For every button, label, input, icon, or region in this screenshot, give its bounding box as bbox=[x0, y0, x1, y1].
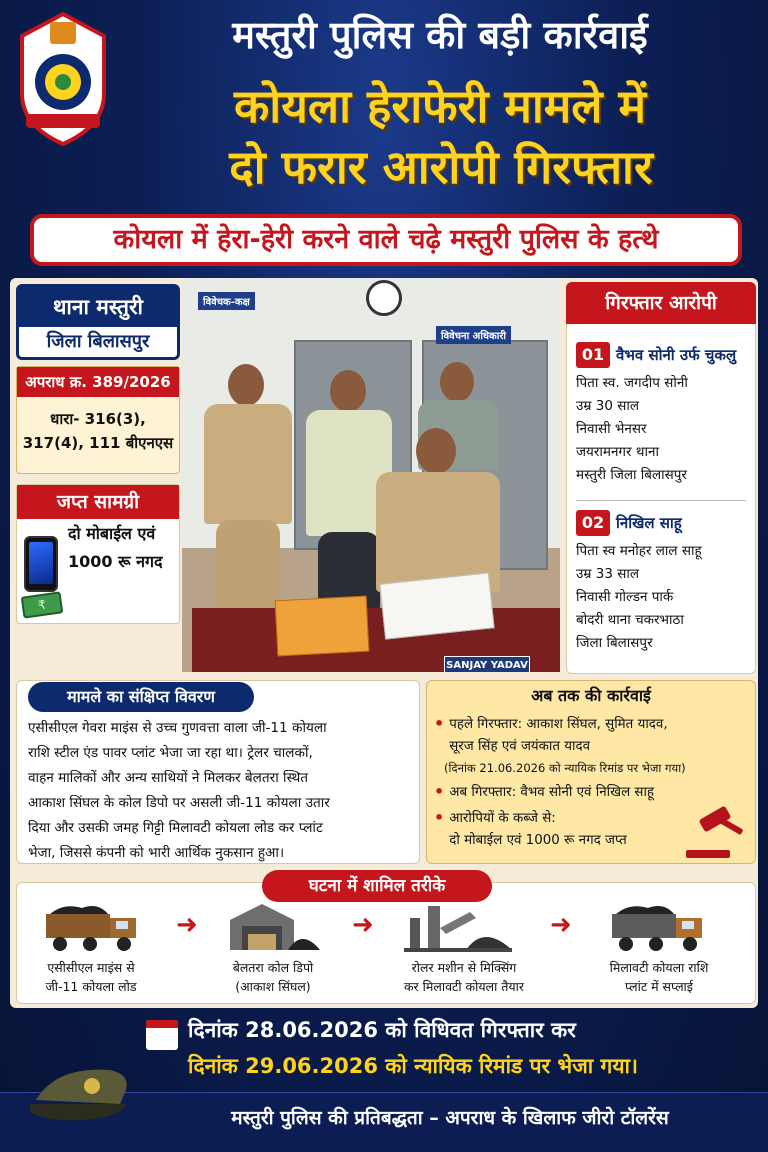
summary-line: एसीसीएल गेवरा माइंस से उच्च गुणवत्ता वाला जी-11 कोयला bbox=[28, 720, 327, 736]
case-sections bbox=[17, 397, 179, 455]
action-item-1b: सूरज सिंह एवं जयंकात यादव bbox=[449, 739, 591, 754]
officer-sign: विवेचना अधिकारी bbox=[436, 326, 511, 344]
gavel-icon bbox=[682, 806, 752, 860]
action-title: अब तक की कार्रवाई bbox=[531, 686, 651, 705]
accused-detail: मस्तुरी जिला बिलासपुर bbox=[576, 467, 687, 483]
police-station-box bbox=[16, 284, 180, 360]
summary-line: दिया और उसकी जमह गिट्टी मिलावटी कोयला लोड कर प्लांट bbox=[28, 820, 323, 836]
method-step-3 bbox=[388, 958, 540, 996]
action-item-3b: दो मोबाईल एवं 1000 रू नगद जप्त bbox=[449, 833, 627, 848]
accused-detail: निवासी गोल्डन पार्क bbox=[576, 589, 674, 605]
accused-number: 02 bbox=[576, 510, 610, 536]
coal-depot-icon bbox=[226, 898, 322, 954]
headline-1: मस्तुरी पुलिस की बड़ी कार्रवाई bbox=[232, 13, 648, 57]
footer-commitment: मस्तुरी पुलिस की प्रतिबद्धता – अपराध के खिलाफ जीरो टॉलरेंस bbox=[231, 1107, 669, 1129]
headline-3: दो फरार आरोपी गिरफ्तार bbox=[229, 140, 653, 194]
bullet-icon: • bbox=[434, 714, 445, 733]
arrested-title: गिरफ्तार आरोपी bbox=[566, 282, 756, 324]
station-name: थाना मस्तुरी bbox=[19, 287, 177, 327]
seized-line-2: 1000 रू नगद bbox=[68, 552, 163, 571]
step-line: एसीसीएल माइंस से bbox=[47, 960, 135, 975]
coal-truck-icon bbox=[42, 898, 142, 954]
action-item-2: अब गिरफ्तार: वैभव सोनी एवं निखिल साहू bbox=[449, 785, 655, 800]
step-line: मिलावटी कोयला राशि bbox=[609, 960, 709, 975]
sections-line-1: धारा- 316(3), bbox=[50, 410, 146, 428]
action-item-3a: आरोपियों के कब्जे से: bbox=[449, 811, 556, 826]
seized-line-1: दो मोबाईल एवं bbox=[68, 524, 156, 543]
action-item-1a: पहले गिरफ्तार: आकाश सिंघल, सुमित यादव, bbox=[449, 717, 668, 732]
accused-detail: जयरामनगर थाना bbox=[576, 444, 659, 460]
roller-machine-icon bbox=[400, 898, 516, 954]
step-line: रोलर मशीन से मिक्सिंग bbox=[411, 960, 517, 975]
calendar-icon bbox=[146, 1020, 178, 1050]
summary-line: भेजा, जिससे कंपनी को भारी आर्थिक नुकसान हुआ। bbox=[28, 845, 285, 861]
seized-title: जप्त सामग्री bbox=[17, 485, 179, 519]
case-box bbox=[16, 366, 180, 474]
methods-title: घटना में शामिल तरीके bbox=[262, 870, 492, 902]
subtitle-ribbon: कोयला में हेरा-हेरी करने वाले चढ़े मस्तुरी पुलिस के हत्थे bbox=[30, 214, 742, 266]
footer-date-arrest: दिनांक 28.06.2026 को विधिवत गिरफ्तार कर bbox=[188, 1018, 576, 1042]
summary-line: आकाश सिंघल के कोल डिपो पर असली जी-11 कोयला उतार bbox=[28, 795, 330, 811]
cash-icon: ₹ bbox=[21, 591, 64, 618]
action-note: (दिनांक 21.06.2026 को न्यायिक रिमांड पर भेजा गया) bbox=[444, 761, 686, 775]
sections-line-2: 317(4), 111 बीएनएस bbox=[22, 434, 174, 452]
accused-name: वैभव सोनी उर्फ चुकलु bbox=[616, 346, 737, 364]
method-step-2 bbox=[198, 958, 348, 996]
step-line: (आकाश सिंघल) bbox=[235, 979, 311, 994]
method-step-1 bbox=[16, 958, 166, 996]
summary-line: राशि स्टील एंड पावर प्लांट भेजा जा रहा था। ट्रेलर चालकों, bbox=[28, 745, 313, 761]
police-emblem-icon bbox=[12, 10, 114, 148]
headline-2: कोयला हेराफेरी मामले में bbox=[233, 79, 647, 133]
case-number: अपराध क्र. 389/2026 bbox=[17, 367, 179, 397]
accused-1 bbox=[576, 342, 752, 487]
arrest-photo bbox=[182, 278, 560, 672]
accused-detail: उम्र 33 साल bbox=[576, 566, 640, 582]
step-line: प्लांट में सप्लाई bbox=[625, 979, 693, 994]
step-line: बेलतरा कोल डिपो bbox=[232, 960, 314, 975]
mobile-phone-icon bbox=[24, 536, 58, 592]
accused-detail: पिता स्व. जगदीप सोनी bbox=[576, 375, 688, 391]
station-district: जिला बिलासपुर bbox=[46, 331, 150, 352]
officer-nameplate: SANJAY YADAV bbox=[444, 656, 530, 672]
divider bbox=[576, 500, 746, 501]
police-cap-icon bbox=[26, 1060, 138, 1130]
summary-title: मामले का संक्षिप्त विवरण bbox=[28, 682, 254, 712]
footer-date-remand: दिनांक 29.06.2026 को न्यायिक रिमांड पर भेजा गया। bbox=[188, 1054, 638, 1078]
method-step-4 bbox=[584, 958, 734, 996]
arrow-right-icon: ➜ bbox=[352, 910, 374, 940]
accused-name: निखिल साहू bbox=[616, 514, 682, 532]
seized-text bbox=[68, 520, 176, 576]
arrow-right-icon: ➜ bbox=[550, 910, 572, 940]
accused-number: 01 bbox=[576, 342, 610, 368]
accused-detail: बोदरी थाना चकरभाठा bbox=[576, 612, 684, 628]
room-sign: विवेचक-कक्ष bbox=[198, 292, 255, 310]
accused-detail: निवासी भेनसर bbox=[576, 421, 647, 437]
step-line: कर मिलावटी कोयला तैयार bbox=[403, 979, 525, 994]
summary-line: वाहन मालिकों और अन्य साथियों ने मिलकर बेलतरा स्थित bbox=[28, 770, 309, 786]
accused-detail: जिला बिलासपुर bbox=[576, 635, 653, 651]
bullet-icon: • bbox=[434, 808, 445, 827]
clock-icon bbox=[366, 280, 402, 316]
arrow-right-icon: ➜ bbox=[176, 910, 198, 940]
summary-text bbox=[28, 716, 414, 866]
accused-detail: उम्र 30 साल bbox=[576, 398, 640, 414]
supply-truck-icon bbox=[608, 898, 708, 954]
bullet-icon: • bbox=[434, 782, 445, 801]
accused-2 bbox=[576, 510, 752, 655]
accused-detail: पिता स्व मनोहर लाल साहू bbox=[576, 543, 702, 559]
step-line: जी-11 कोयला लोड bbox=[45, 979, 137, 994]
